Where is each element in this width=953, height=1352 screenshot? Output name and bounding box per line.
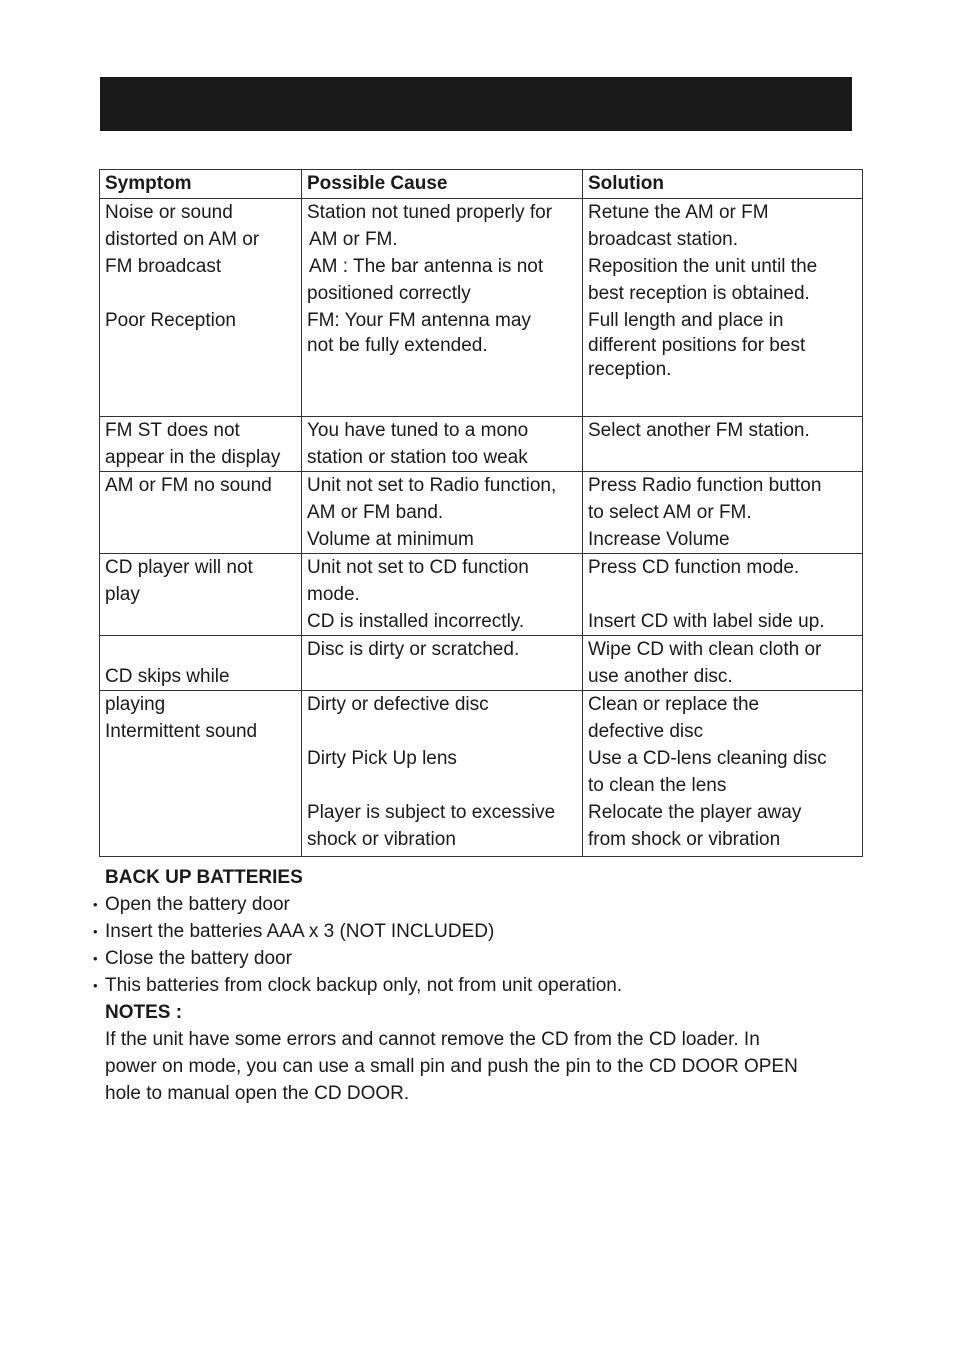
cell-line: Unit not set to Radio function,	[307, 475, 557, 496]
cause-cell	[302, 472, 583, 554]
solution-cell	[583, 554, 863, 636]
backup-notes-section	[93, 864, 873, 1107]
cell-line: Intermittent sound	[105, 721, 258, 742]
list-item: • Open the battery door	[93, 891, 873, 918]
header-symptom: Symptom	[100, 170, 302, 199]
cell-line: Dirty or defective disc	[307, 694, 489, 715]
cause-cell	[302, 691, 583, 857]
cell-line: Relocate the player away	[588, 802, 802, 823]
cause-cell	[302, 636, 583, 691]
cell-line: Disc is dirty or scratched.	[307, 639, 520, 660]
cell-line: CD skips while	[105, 666, 230, 687]
cell-line: broadcast station.	[588, 229, 738, 250]
cell-line: Use a CD-lens cleaning disc	[588, 748, 827, 769]
cell-line: FM: Your FM antenna may	[307, 310, 531, 331]
cell-line: CD player will not	[105, 557, 253, 578]
backup-batteries-heading: BACK UP BATTERIES	[105, 867, 303, 888]
header-solution: Solution	[583, 170, 863, 199]
solution-cell	[583, 417, 863, 472]
solution-cell	[583, 691, 863, 857]
notes-line: power on mode, you can use a small pin and push the pin to the CD DOOR OPEN	[105, 1056, 798, 1077]
troubleshooting-table	[99, 169, 863, 857]
cell-line: use another disc.	[588, 666, 733, 687]
symptom-cell	[100, 199, 302, 417]
cell-line: positioned correctly	[307, 283, 471, 304]
symptom-cell	[100, 472, 302, 554]
cell-line: Press CD function mode.	[588, 557, 800, 578]
cell-line: playing	[105, 694, 166, 715]
table-row	[100, 417, 863, 472]
table-row	[100, 199, 863, 417]
cell-line: Noise or sound	[105, 202, 233, 223]
cell-line: to clean the lens	[588, 775, 727, 796]
cell-line: Increase Volume	[588, 529, 730, 550]
cell-line: different positions for best	[588, 335, 806, 356]
cause-cell	[302, 199, 583, 417]
solution-cell	[583, 636, 863, 691]
solution-cell	[583, 199, 863, 417]
symptom-cell	[100, 417, 302, 472]
cell-line: Select another FM station.	[588, 420, 810, 441]
list-item: • Close the battery door	[93, 945, 873, 972]
cell-line: You have tuned to a mono	[307, 420, 529, 441]
list-item: • Insert the batteries AAA x 3 (NOT INCLUDED)	[93, 918, 873, 945]
symptom-cell	[100, 636, 302, 691]
cell-line: best reception is obtained.	[588, 283, 810, 304]
cell-line: play	[105, 584, 140, 605]
cell-line: Full length and place in	[588, 310, 784, 331]
cell-line	[307, 718, 577, 745]
notes-heading: NOTES :	[105, 1002, 183, 1023]
header-bar	[100, 77, 852, 131]
symptom-cell	[100, 554, 302, 636]
notes-line: If the unit have some errors and cannot remove the CD from the CD loader. In	[105, 1029, 760, 1050]
cell-line: Wipe CD with clean cloth or	[588, 639, 822, 660]
cause-cell	[302, 417, 583, 472]
table-row	[100, 691, 863, 857]
cell-line: Unit not set to CD function	[307, 557, 529, 578]
cell-line: Poor Reception	[105, 310, 236, 331]
cell-line: Dirty Pick Up lens	[307, 748, 457, 769]
symptom-cell	[100, 691, 302, 857]
cell-line: FM ST does not	[105, 420, 240, 441]
table-header-row	[100, 170, 863, 199]
cell-line: shock or vibration	[307, 829, 456, 850]
cell-line: AM or FM.	[309, 229, 398, 250]
table-row	[100, 554, 863, 636]
cell-line: Press Radio function button	[588, 475, 822, 496]
table-row	[100, 472, 863, 554]
cell-line	[105, 280, 296, 307]
backup-steps-list	[93, 891, 873, 999]
cell-line: Station not tuned properly for	[307, 202, 553, 223]
cell-line: appear in the display	[105, 447, 281, 468]
cell-line: Retune the AM or FM	[588, 202, 769, 223]
cell-line: CD is installed incorrectly.	[307, 611, 525, 632]
header-possible-cause: Possible Cause	[302, 170, 583, 199]
cell-line	[588, 581, 857, 608]
cell-line: Volume at minimum	[307, 529, 474, 550]
cell-line: to select AM or FM.	[588, 502, 752, 523]
cell-line: mode.	[307, 584, 360, 605]
solution-cell	[583, 472, 863, 554]
cell-line: AM or FM no sound	[105, 475, 272, 496]
cell-line: reception.	[588, 359, 672, 380]
cell-line	[105, 636, 296, 663]
cell-line: AM or FM band.	[307, 502, 444, 523]
cell-line: AM : The bar antenna is not	[309, 256, 544, 277]
cell-line: Reposition the unit until the	[588, 256, 818, 277]
cell-line: Insert CD with label side up.	[588, 611, 825, 632]
cell-line: Player is subject to excessive	[307, 802, 556, 823]
cell-line: station or station too weak	[307, 447, 528, 468]
cell-line: FM broadcast	[105, 256, 222, 277]
list-item: • This batteries from clock backup only, not from unit operation.	[93, 972, 873, 999]
cell-line: not be fully extended.	[307, 335, 488, 356]
cell-line	[307, 772, 577, 799]
cause-cell	[302, 554, 583, 636]
cell-line: distorted on AM or	[105, 229, 260, 250]
cell-line: from shock or vibration	[588, 829, 781, 850]
notes-line: hole to manual open the CD DOOR.	[105, 1083, 410, 1104]
cell-line: defective disc	[588, 721, 704, 742]
table-row	[100, 636, 863, 691]
cell-line: Clean or replace the	[588, 694, 760, 715]
